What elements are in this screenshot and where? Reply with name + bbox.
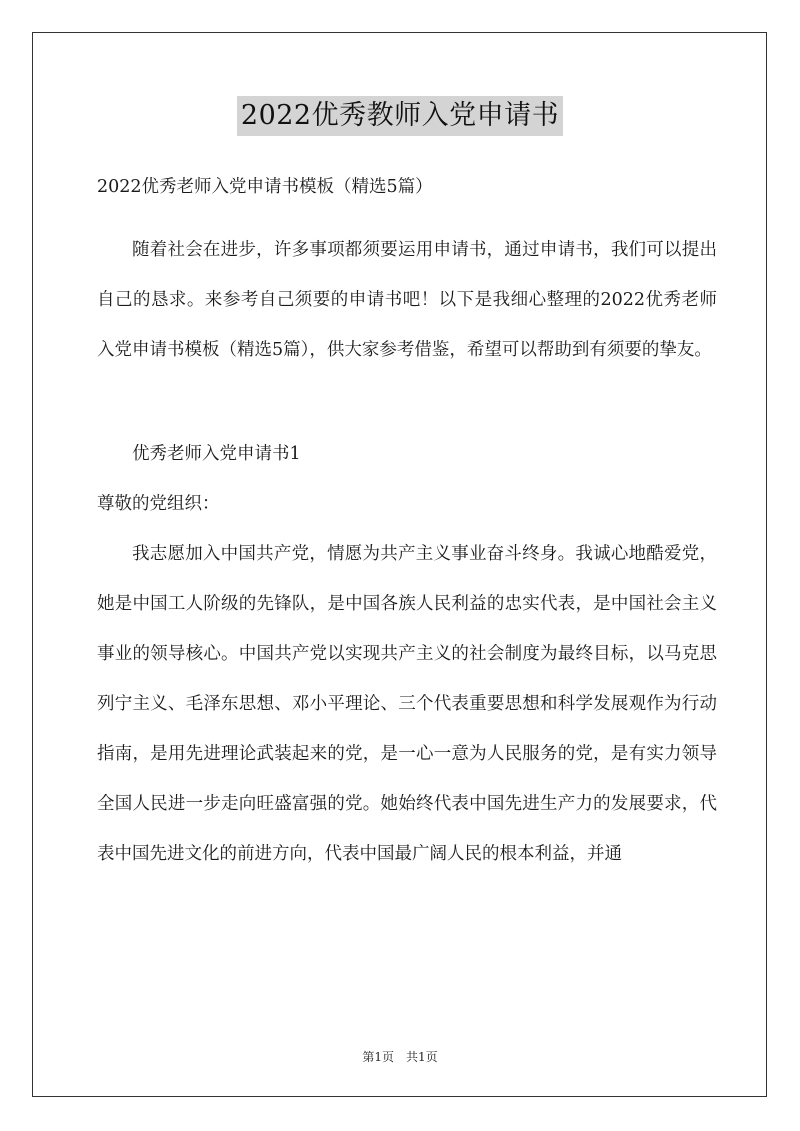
body-paragraph: 我志愿加入中国共产党，情愿为共产主义事业奋斗终身。我诚心地酷爱党，她是中国工人阶级的先锋队，是中国各族人民利益的忠实代表，是中国社会主义事业的领导核心。中国共产党以实现共产主义的社会制度为最终目标，以马克思列宁主义、毛泽东思想、邓小平理论、三个代表重要思想和科学发展观作为行动指南，是用先进理论武装起来的党，是一心一意为人民服务的党，是有实力领导全国人民进一步走向旺盛富强的党。她始终代表中国先进生产力的发展要求，代表中国先进文化的前进方向，代表中国最广阔人民的根本利益，并通 (97, 544, 717, 864)
spacer (97, 375, 717, 429)
section-heading: 优秀老师入党申请书1 (132, 444, 301, 464)
salutation: 尊敬的党组织： (97, 494, 220, 514)
document-title: 2022优秀教师入党申请书 (237, 96, 563, 136)
document-subtitle: 2022优秀老师入党申请书模板（精选5篇） (97, 177, 433, 197)
title-container (0, 96, 800, 136)
intro-paragraph: 随着社会在进步，许多事项都须要运用申请书，通过申请书，我们可以提出自己的恳求。来参考自己须要的申请书吧！以下是我细心整理的2022优秀老师入党申请书模板（精选5篇），供大家参考借鉴，希望可以帮助到有须要的挚友。 (97, 240, 717, 360)
document-body (97, 168, 717, 879)
page-footer: 第1页 共1页 (362, 1050, 438, 1064)
